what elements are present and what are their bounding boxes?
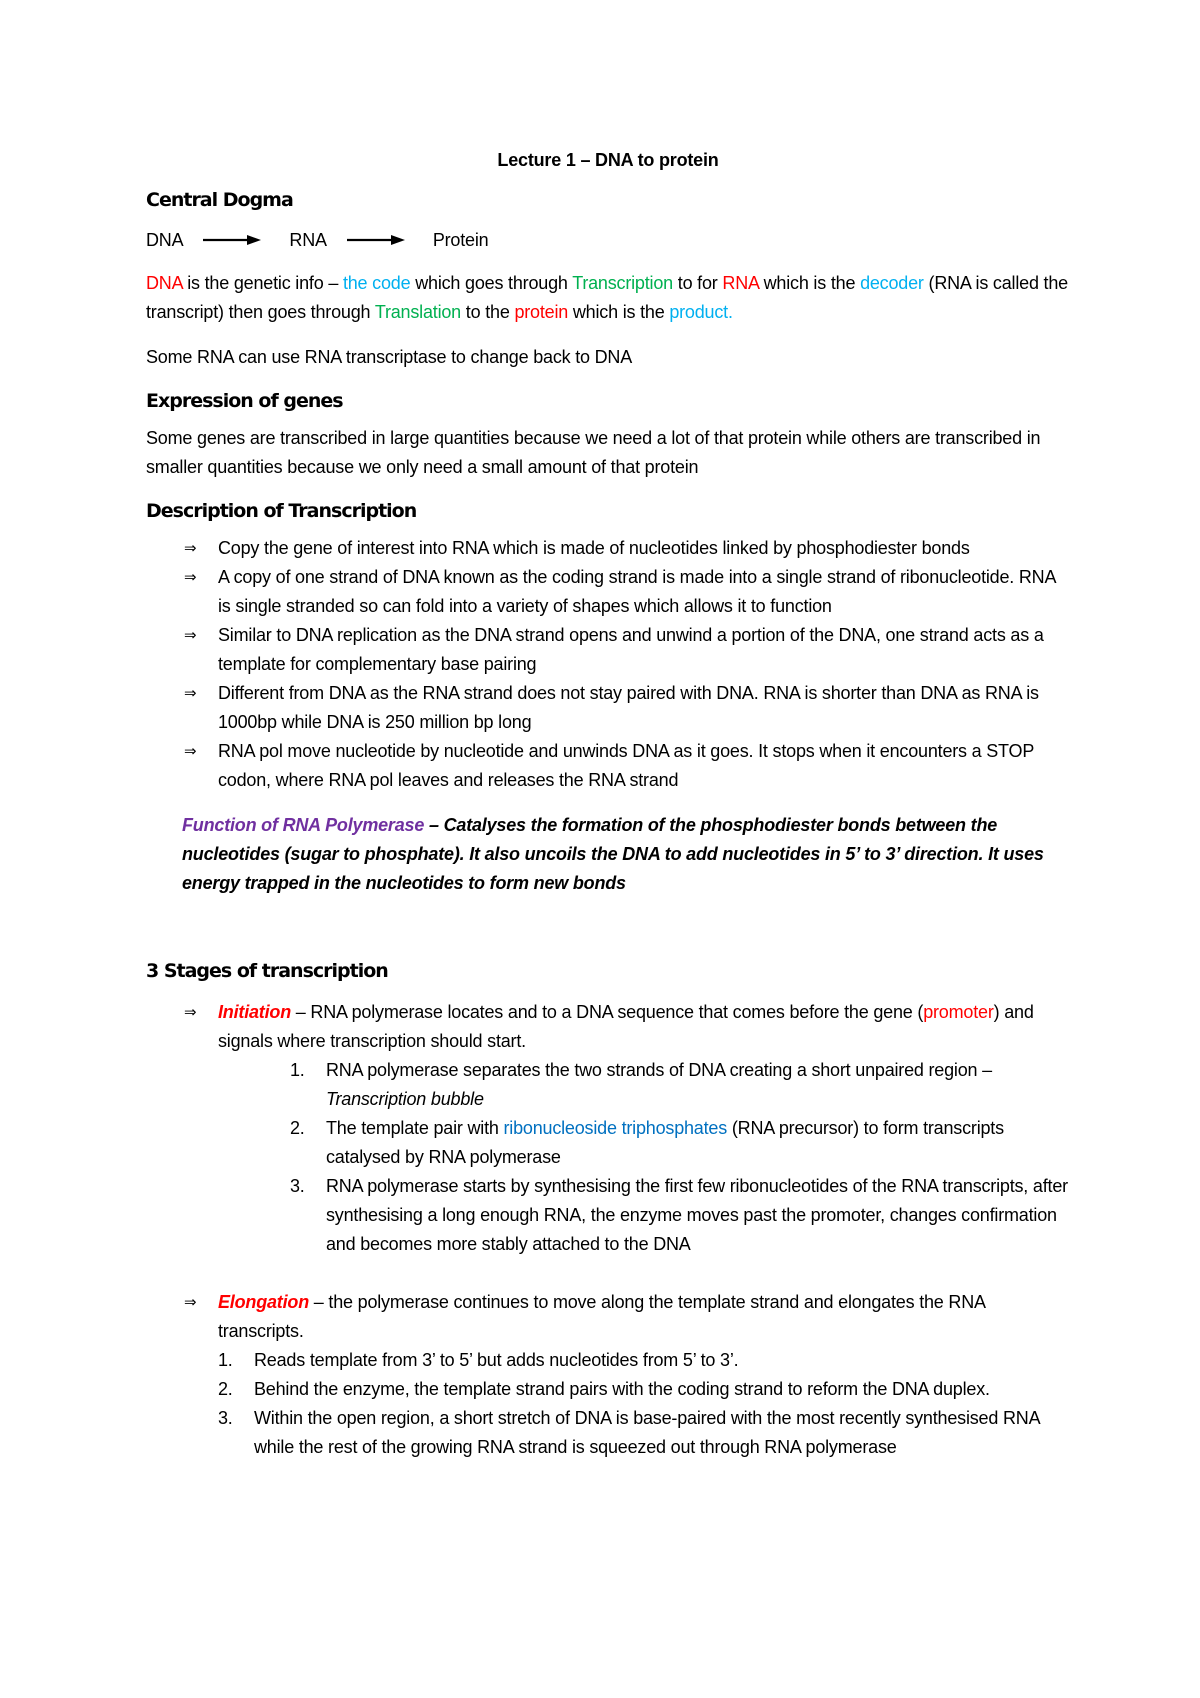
list-item — [290, 1056, 1070, 1114]
list-item — [290, 1114, 1070, 1172]
term-transcription: Transcription — [572, 273, 673, 293]
function-text: – Catalyses the formation of the phosphodiester bonds between the nucleotides (sugar to phosphate). It also uncoils the DNA to add nucleotides in 5’ to 3’ direction. It uses energy trapped in the nucleotides to form new bonds — [182, 815, 1044, 893]
term-decoder: decoder — [860, 273, 924, 293]
step-text: RNA polymerase separates the two strands of DNA creating a short unpaired region – — [326, 1060, 992, 1080]
text-span: to for — [672, 273, 723, 293]
list-item-text: Different from DNA as the RNA strand does not stay paired with DNA. RNA is shorter than DNA as RNA is 1000bp while DNA is 250 million bp long — [218, 683, 1039, 732]
term-ribonucleoside-triphosphates: ribonucleoside triphosphates — [503, 1118, 728, 1138]
flow-dna: DNA — [146, 229, 184, 250]
list-item — [146, 534, 1070, 563]
step-text: (RNA precursor) to form transcripts catalysed by RNA polymerase — [326, 1118, 1004, 1167]
step-text: Within the open region, a short stretch of DNA is base-paired with the most recently synthesised RNA while the rest of the growing RNA strand is squeezed out through RNA polymerase — [254, 1408, 1040, 1457]
expression-paragraph: Some genes are transcribed in large quantities because we need a lot of that protein while others are transcribed in smaller quantities because we only need a small amount of that protein — [146, 428, 1041, 477]
term-the-code: the code — [342, 273, 411, 293]
list-number: 2. — [218, 1379, 233, 1399]
double-arrow-icon: ⇒ — [184, 568, 197, 586]
double-arrow-icon: ⇒ — [184, 626, 197, 644]
elongation-label: Elongation — [218, 1292, 309, 1312]
central-dogma-paragraph — [146, 269, 1070, 327]
heading-description-of-transcription: Description of Transcription — [146, 500, 417, 522]
description-list — [146, 534, 1070, 795]
arrow-right-icon — [203, 233, 261, 247]
text-span: is the genetic info – — [182, 273, 343, 293]
double-arrow-icon: ⇒ — [184, 1293, 197, 1311]
page-title: Lecture 1 – DNA to protein — [497, 150, 719, 170]
initiation-text: – RNA polymerase locates and to a DNA sequence that comes before the gene ( — [291, 1002, 924, 1022]
text-span: which is the — [758, 273, 861, 293]
stages-list — [146, 998, 1070, 1462]
term-dna: DNA — [146, 273, 183, 293]
flow-protein: Protein — [432, 229, 489, 250]
arrow-right-icon — [347, 233, 405, 247]
list-number: 3. — [218, 1408, 233, 1428]
double-arrow-icon: ⇒ — [184, 539, 197, 557]
step-text: Reads template from 3’ to 5’ but adds nucleotides from 5’ to 3’. — [254, 1350, 739, 1370]
heading-3-stages: 3 Stages of transcription — [146, 960, 388, 982]
text-span: to the — [461, 302, 515, 322]
function-label: Function of RNA Polymerase — [182, 815, 425, 835]
list-item — [146, 679, 1070, 737]
stage-elongation — [146, 1288, 1070, 1462]
term-translation: Translation — [374, 302, 461, 322]
initiation-text-end: ) and signals where transcription should start. — [218, 1002, 1034, 1051]
list-number: 1. — [290, 1060, 305, 1080]
list-number: 2. — [290, 1118, 305, 1138]
rna-transcriptase-note: Some RNA can use RNA transcriptase to change back to DNA — [146, 347, 633, 367]
list-item-text: Similar to DNA replication as the DNA strand opens and unwind a portion of the DNA, one strand acts as a template for complementary base pairing — [218, 625, 1044, 674]
elongation-text: – the polymerase continues to move along the template strand and elongates the RNA transcripts. — [218, 1292, 985, 1341]
list-item — [290, 1172, 1070, 1259]
list-item — [146, 563, 1070, 621]
double-arrow-icon: ⇒ — [184, 1003, 197, 1021]
stage-initiation — [146, 998, 1070, 1259]
step-text: RNA polymerase starts by synthesising the first few ribonucleotides of the RNA transcripts, after synthesising a long enough RNA, the enzyme moves past the promoter, changes confirmation and becomes more stably attached to the DNA — [326, 1176, 1068, 1254]
list-item-text: RNA pol move nucleotide by nucleotide and unwinds DNA as it goes. It stops when it encounters a STOP codon, where RNA pol leaves and releases the RNA strand — [218, 741, 1034, 790]
function-of-rna-polymerase — [182, 811, 1070, 898]
list-item — [146, 737, 1070, 795]
list-item — [146, 621, 1070, 679]
list-number: 1. — [218, 1350, 233, 1370]
step-text: Behind the enzyme, the template strand pairs with the coding strand to reform the DNA duplex. — [254, 1379, 990, 1399]
term-protein: protein — [514, 302, 569, 322]
list-item — [218, 1375, 1070, 1404]
term-promoter: promoter — [923, 1002, 994, 1022]
central-dogma-flow — [146, 225, 1070, 255]
list-item-text: Copy the gene of interest into RNA which is made of nucleotides linked by phosphodiester bonds — [218, 538, 970, 558]
heading-expression-of-genes: Expression of genes — [146, 390, 343, 412]
term-product: product. — [669, 302, 733, 322]
initiation-steps — [290, 1056, 1070, 1259]
flow-rna: RNA — [289, 229, 327, 250]
list-item — [218, 1346, 1070, 1375]
initiation-label: Initiation — [218, 1002, 291, 1022]
term-transcription-bubble: Transcription bubble — [326, 1089, 484, 1109]
text-span: which is the — [568, 302, 670, 322]
heading-central-dogma: Central Dogma — [146, 189, 293, 211]
double-arrow-icon: ⇒ — [184, 684, 197, 702]
list-number: 3. — [290, 1176, 305, 1196]
term-rna: RNA — [722, 273, 759, 293]
list-item-text: A copy of one strand of DNA known as the coding strand is made into a single strand of ribonucleotide. RNA is single stranded so can fold into a variety of shapes which allows it to function — [218, 567, 1056, 616]
text-span: (RNA is called the transcript) then goes through — [146, 273, 1068, 322]
double-arrow-icon: ⇒ — [184, 742, 197, 760]
list-item — [218, 1404, 1070, 1462]
elongation-steps — [218, 1346, 1070, 1462]
step-text: The template pair with — [326, 1118, 504, 1138]
text-span: which goes through — [410, 273, 573, 293]
